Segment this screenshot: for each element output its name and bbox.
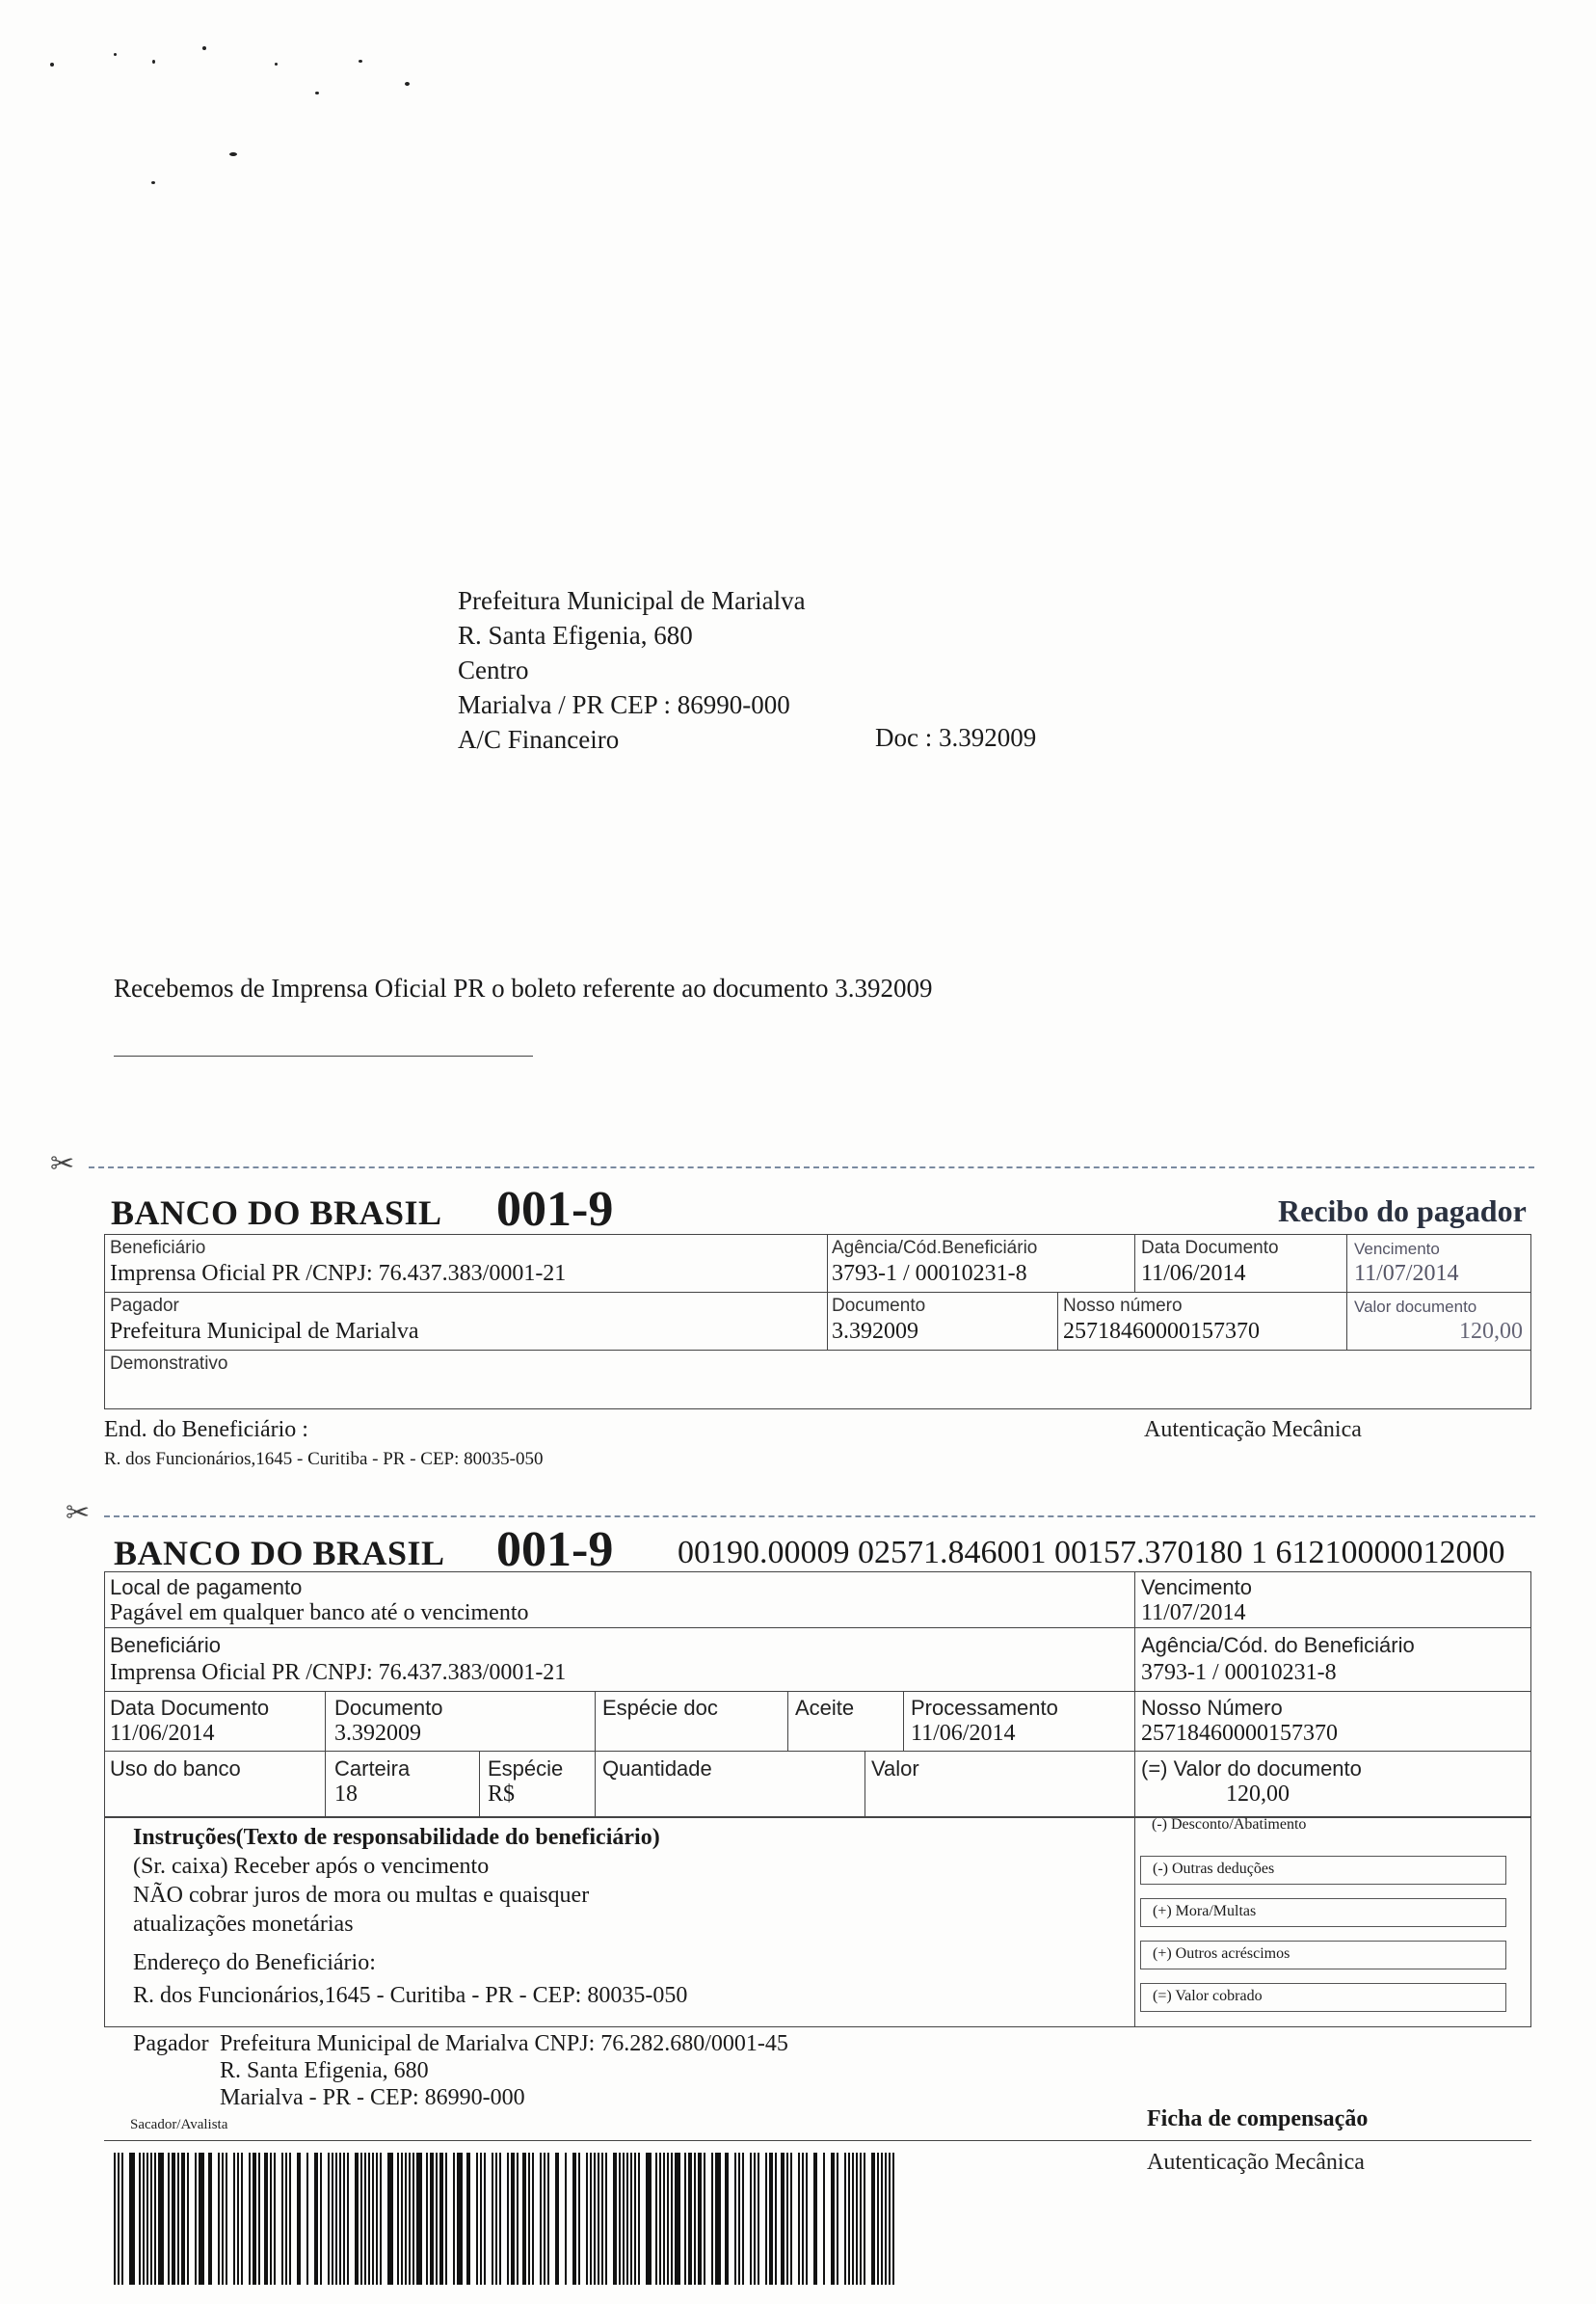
barcode-bar [790, 2153, 792, 2285]
scissors-icon: ✂ [66, 1497, 91, 1529]
ficha-agencia-label: Agência/Cód. do Beneficiário [1141, 1633, 1415, 1657]
recipient-attention: A/C Financeiro [458, 725, 620, 754]
divider [1346, 1234, 1347, 1350]
divider [1057, 1292, 1058, 1350]
ficha-data-doc-label: Data Documento [110, 1696, 270, 1720]
recibo-pagador-value: Prefeitura Municipal de Marialva [110, 1319, 419, 1344]
barcode-bar [387, 2153, 393, 2285]
barcode-bar [738, 2153, 740, 2285]
recibo-beneficiario-label: Beneficiário [110, 1238, 206, 1258]
barcode-bar [139, 2153, 141, 2285]
barcode-bar [222, 2153, 224, 2285]
barcode-bar [114, 2153, 116, 2285]
barcode-bar [630, 2153, 632, 2285]
barcode-bar [860, 2153, 862, 2285]
scan-speck [50, 63, 54, 67]
endereco-beneficiario-value: R. dos Funcionários,1645 - Curitiba - PR - CEP: 80035-050 [133, 1983, 688, 2008]
barcode-bar [659, 2153, 661, 2285]
barcode-bar [332, 2153, 333, 2285]
recibo-autenticacao: Autenticação Mecânica [1144, 1417, 1362, 1442]
barcode-bar [347, 2153, 349, 2285]
ficha-documento-label: Documento [334, 1696, 443, 1720]
recibo-beneficiario-value: Imprensa Oficial PR /CNPJ: 76.437.383/0001-21 [110, 1261, 567, 1286]
barcode-bar [813, 2153, 817, 2285]
ficha-carteira-label: Carteira [334, 1756, 411, 1781]
recibo-vencimento-label: Vencimento [1354, 1240, 1440, 1258]
scan-speck [405, 82, 410, 86]
divider [903, 1691, 904, 1751]
barcode-bar [199, 2153, 204, 2285]
barcode-bar [775, 2153, 777, 2285]
recibo-agencia-value: 3793-1 / 00010231-8 [832, 1261, 1027, 1286]
barcode-bar [547, 2153, 549, 2285]
barcode-bar [376, 2153, 378, 2285]
barcode-bar [831, 2153, 835, 2285]
recibo-demonstrativo-label: Demonstrativo [110, 1353, 228, 1374]
scan-speck [202, 46, 206, 50]
barcode-bar [360, 2153, 362, 2285]
barcode-bar [177, 2153, 179, 2285]
barcode-bar [852, 2153, 854, 2285]
barcode-bar [150, 2153, 152, 2285]
ficha-beneficiario-label: Beneficiário [110, 1633, 221, 1657]
recipient-street: R. Santa Efigenia, 680 [458, 621, 693, 650]
barcode-bar [750, 2153, 752, 2285]
instrucoes-title: Instruções(Texto de responsabilidade do beneficiário) [133, 1825, 660, 1850]
barcode-bar [129, 2153, 135, 2285]
barcode-bar [281, 2153, 283, 2285]
barcode-bar [484, 2153, 486, 2285]
barcode-bar [885, 2153, 887, 2285]
instrucoes-line: (Sr. caixa) Receber após o vencimento [133, 1854, 490, 1879]
scan-speck [229, 152, 237, 156]
ficha-carteira-value: 18 [334, 1782, 358, 1807]
barcode-bar [511, 2153, 515, 2285]
ficha-pagador-line2: R. Santa Efigenia, 680 [220, 2058, 429, 2083]
barcode-bar [626, 2153, 628, 2285]
barcode-bar [565, 2153, 567, 2285]
barcode-bar [734, 2153, 736, 2285]
ficha-vencimento-value: 11/07/2014 [1141, 1600, 1246, 1625]
sacador-avalista-label: Sacador/Avalista [130, 2117, 228, 2132]
ficha-especie-value: R$ [488, 1782, 516, 1807]
barcode-bar [172, 2153, 175, 2285]
cut-line [89, 1166, 1534, 1168]
recibo-nosso-numero-label: Nosso número [1063, 1296, 1183, 1316]
ficha-nosso-numero-value: 25718460000157370 [1141, 1721, 1338, 1746]
barcode-bar [572, 2153, 576, 2285]
recipient-name: Prefeitura Municipal de Marialva [458, 586, 806, 615]
barcode-image [114, 2153, 904, 2285]
barcode-bar [146, 2153, 148, 2285]
barcode-bar [871, 2153, 875, 2285]
barcode-bar [476, 2153, 478, 2285]
barcode-bar [306, 2153, 308, 2285]
barcode-bar [233, 2153, 235, 2285]
barcode-bar [802, 2153, 804, 2285]
barcode-bar [274, 2153, 276, 2285]
divider [827, 1234, 828, 1350]
barcode-bar [594, 2153, 596, 2285]
scan-speck [152, 60, 155, 64]
barcode-bar [715, 2153, 721, 2285]
barcode-bar [416, 2153, 422, 2285]
barcode-bar [663, 2153, 665, 2285]
barcode-bar [877, 2153, 879, 2285]
divider [104, 1292, 1531, 1293]
mora-multas: (+) Mora/Multas [1140, 1898, 1506, 1927]
ficha-beneficiario-value: Imprensa Oficial PR /CNPJ: 76.437.383/0001-21 [110, 1660, 567, 1685]
ficha-data-doc-value: 11/06/2014 [110, 1721, 215, 1746]
barcode-bar [517, 2153, 519, 2285]
valor-cobrado: (=) Valor cobrado [1140, 1983, 1506, 2012]
barcode-bar [181, 2153, 185, 2285]
recibo-title: Recibo do pagador [1278, 1193, 1527, 1228]
ficha-valor-doc-value: 120,00 [1226, 1782, 1290, 1807]
divider [479, 1751, 480, 1817]
barcode-bar [848, 2153, 850, 2285]
recibo-documento-value: 3.392009 [832, 1319, 918, 1344]
ficha-valor-doc-label: (=) Valor do documento [1141, 1756, 1362, 1781]
barcode-bar [725, 2153, 729, 2285]
barcode-bar [605, 2153, 607, 2285]
barcode-bar [586, 2153, 588, 2285]
signature-line [114, 1056, 533, 1057]
linha-digitavel: 00190.00009 02571.846001 00157.370180 1 61210000012000 [678, 1535, 1505, 1570]
barcode-bar [856, 2153, 858, 2285]
barcode-bar [704, 2153, 705, 2285]
ficha-bank-code: 001-9 [496, 1522, 614, 1577]
divider [1134, 1234, 1135, 1292]
barcode-bar [226, 2153, 227, 2285]
ficha-agencia-value: 3793-1 / 00010231-8 [1141, 1660, 1337, 1685]
ficha-compensacao-label: Ficha de compensação [1147, 2106, 1369, 2131]
barcode-bar [623, 2153, 625, 2285]
recibo-end-beneficiario-label: End. do Beneficiário : [104, 1417, 308, 1442]
barcode-bar [297, 2153, 301, 2285]
barcode-bar [380, 2153, 382, 2285]
barcode-bar [492, 2153, 493, 2285]
barcode-bar [285, 2153, 287, 2285]
divider [595, 1691, 596, 1817]
barcode-bar [339, 2153, 341, 2285]
ficha-especie-label: Espécie [488, 1756, 564, 1781]
ficha-quantidade-label: Quantidade [602, 1756, 712, 1781]
barcode-bar [590, 2153, 592, 2285]
ficha-local-pagamento-value: Pagável em qualquer banco até o vencimento [110, 1600, 529, 1625]
barcode-bar [694, 2153, 696, 2285]
barcode-bar [241, 2153, 243, 2285]
outros-acrescimos: (+) Outros acréscimos [1140, 1941, 1506, 1969]
barcode-bar [412, 2153, 414, 2285]
recibo-documento-label: Documento [832, 1296, 926, 1316]
scan-speck [275, 63, 278, 66]
ficha-especie-doc-label: Espécie doc [602, 1696, 718, 1720]
ficha-processamento-value: 11/06/2014 [911, 1721, 1016, 1746]
scan-speck [315, 92, 319, 94]
barcode-bar [634, 2153, 636, 2285]
barcode-bar [507, 2153, 509, 2285]
scan-speck [359, 60, 362, 63]
barcode-bar [864, 2153, 865, 2285]
doc-reference: Doc : 3.392009 [875, 723, 1037, 752]
divider [104, 1627, 1531, 1628]
barcode-bar [844, 2153, 846, 2285]
divider [104, 1751, 1531, 1752]
barcode-bar [522, 2153, 526, 2285]
divider [787, 1691, 788, 1751]
barcode-bar [364, 2153, 366, 2285]
barcode-bar [837, 2153, 838, 2285]
barcode-bar [532, 2153, 534, 2285]
barcode-bar [372, 2153, 374, 2285]
divider [864, 1751, 865, 1817]
divider [104, 1350, 1531, 1351]
barcode-bar [578, 2153, 580, 2285]
ficha-autenticacao: Autenticação Mecânica [1147, 2150, 1365, 2175]
barcode-bar [401, 2153, 403, 2285]
ficha-pagador-label: Pagador [133, 2031, 209, 2056]
recibo-pagador-label: Pagador [110, 1296, 179, 1316]
divider [325, 1691, 326, 1817]
barcode-bar [786, 2153, 788, 2285]
barcode-bar [270, 2153, 272, 2285]
barcode-bar [409, 2153, 411, 2285]
barcode-bar [499, 2153, 501, 2285]
barcode-bar [143, 2153, 145, 2285]
barcode-bar [426, 2153, 428, 2285]
barcode-bar [667, 2153, 669, 2285]
barcode-bar [335, 2153, 337, 2285]
barcode-bar [754, 2153, 756, 2285]
barcode-bar [439, 2153, 443, 2285]
barcode-bar [769, 2153, 773, 2285]
barcode-bar [289, 2153, 291, 2285]
barcode-bar [555, 2153, 559, 2285]
ficha-uso-banco-label: Uso do banco [110, 1756, 241, 1781]
barcode-bar [798, 2153, 800, 2285]
barcode-bar [613, 2153, 617, 2285]
ficha-processamento-label: Processamento [911, 1696, 1058, 1720]
barcode-bar [881, 2153, 883, 2285]
recibo-end-beneficiario-value: R. dos Funcionários,1645 - Curitiba - PR - CEP: 80035-050 [104, 1449, 544, 1469]
barcode-bar [405, 2153, 407, 2285]
barcode-bar [711, 2153, 713, 2285]
barcode-bar [445, 2153, 447, 2285]
barcode-bar [892, 2153, 894, 2285]
recibo-vencimento-value: 11/07/2014 [1354, 1261, 1459, 1286]
recipient-district: Centro [458, 656, 529, 684]
barcode-bar [168, 2153, 170, 2285]
ficha-local-pagamento-label: Local de pagamento [110, 1575, 303, 1599]
scissors-icon: ✂ [50, 1148, 75, 1180]
barcode-bar [436, 2153, 438, 2285]
recibo-valor-doc-label: Valor documento [1354, 1298, 1477, 1316]
barcode-bar [495, 2153, 497, 2285]
barcode-bar [638, 2153, 640, 2285]
barcode-bar [368, 2153, 370, 2285]
endereco-beneficiario-label: Endereço do Beneficiário: [133, 1950, 376, 1975]
recibo-bank-name: BANCO DO BRASIL [111, 1193, 442, 1232]
barcode-bar [328, 2153, 330, 2285]
receipt-statement: Recebemos de Imprensa Oficial PR o boleto referente ao documento 3.392009 [114, 974, 933, 1003]
barcode-bar [430, 2153, 434, 2285]
ficha-pagador-line1: Prefeitura Municipal de Marialva CNPJ: 76.282.680/0001-45 [220, 2031, 788, 2056]
barcode-bar [187, 2153, 189, 2285]
barcode-bar [528, 2153, 530, 2285]
barcode-bar [397, 2153, 399, 2285]
barcode-bar [154, 2153, 156, 2285]
barcode-bar [314, 2153, 318, 2285]
barcode-bar [806, 2153, 808, 2285]
barcode-bar [742, 2153, 744, 2285]
barcode-bar [258, 2153, 260, 2285]
recibo-data-doc-label: Data Documento [1141, 1238, 1279, 1258]
barcode-bar [355, 2153, 359, 2285]
ficha-valor-label: Valor [871, 1756, 919, 1781]
barcode-bar [249, 2153, 251, 2285]
instrucoes-line: NÃO cobrar juros de mora ou multas e quaisquer [133, 1883, 590, 1908]
ficha-nosso-numero-label: Nosso Número [1141, 1696, 1283, 1720]
barcode-bar [480, 2153, 482, 2285]
scan-speck [151, 181, 155, 184]
divider [104, 1691, 1531, 1692]
barcode-bar [118, 2153, 120, 2285]
recibo-data-doc-value: 11/06/2014 [1141, 1261, 1246, 1286]
recipient-address [458, 583, 806, 757]
ficha-bank-name: BANCO DO BRASIL [114, 1534, 445, 1572]
cut-line [104, 1515, 1535, 1517]
ficha-aceite-label: Aceite [795, 1696, 855, 1720]
ficha-documento-value: 3.392009 [334, 1721, 421, 1746]
barcode-bar [598, 2153, 599, 2285]
barcode-bar [698, 2153, 702, 2285]
recibo-agencia-label: Agência/Cód.Beneficiário [832, 1238, 1038, 1258]
barcode-bar [540, 2153, 542, 2285]
barcode-bar [195, 2153, 197, 2285]
recibo-bank-code: 001-9 [496, 1182, 614, 1237]
divider [104, 2140, 1531, 2141]
ficha-vencimento-label: Vencimento [1141, 1575, 1252, 1599]
barcode-bar [218, 2153, 220, 2285]
barcode-bar [601, 2153, 603, 2285]
barcode-bar [457, 2153, 463, 2285]
barcode-bar [208, 2153, 212, 2285]
instrucoes-line: atualizações monetárias [133, 1912, 354, 1937]
barcode-bar [264, 2153, 268, 2285]
barcode-bar [253, 2153, 256, 2285]
barcode-bar [684, 2153, 686, 2285]
barcode-bar [823, 2153, 825, 2285]
barcode-bar [453, 2153, 455, 2285]
desconto-abatimento: (-) Desconto/Abatimento [1152, 1816, 1307, 1833]
barcode-bar [320, 2153, 322, 2285]
barcode-bar [544, 2153, 545, 2285]
barcode-bar [671, 2153, 673, 2285]
barcode-bar [121, 2153, 123, 2285]
barcode-bar [619, 2153, 621, 2285]
barcode-bar [889, 2153, 891, 2285]
ficha-pagador-line3: Marialva - PR - CEP: 86990-000 [220, 2085, 525, 2110]
barcode-bar [343, 2153, 345, 2285]
recipient-city-cep: Marialva / PR CEP : 86990-000 [458, 690, 790, 719]
barcode-bar [158, 2153, 164, 2285]
recibo-nosso-numero-value: 25718460000157370 [1063, 1319, 1260, 1344]
scan-speck [114, 53, 117, 56]
barcode-bar [646, 2153, 652, 2285]
divider [1134, 1571, 1135, 1817]
barcode-bar [781, 2153, 785, 2285]
divider [1134, 1817, 1135, 2027]
barcode-bar [675, 2153, 680, 2285]
recibo-valor-doc-value: 120,00 [1459, 1319, 1523, 1344]
barcode-bar [765, 2153, 767, 2285]
barcode-bar [758, 2153, 759, 2285]
outras-deducoes: (-) Outras deduções [1140, 1856, 1506, 1885]
barcode-bar [688, 2153, 692, 2285]
barcode-bar [237, 2153, 239, 2285]
barcode-bar [655, 2153, 657, 2285]
barcode-bar [466, 2153, 470, 2285]
